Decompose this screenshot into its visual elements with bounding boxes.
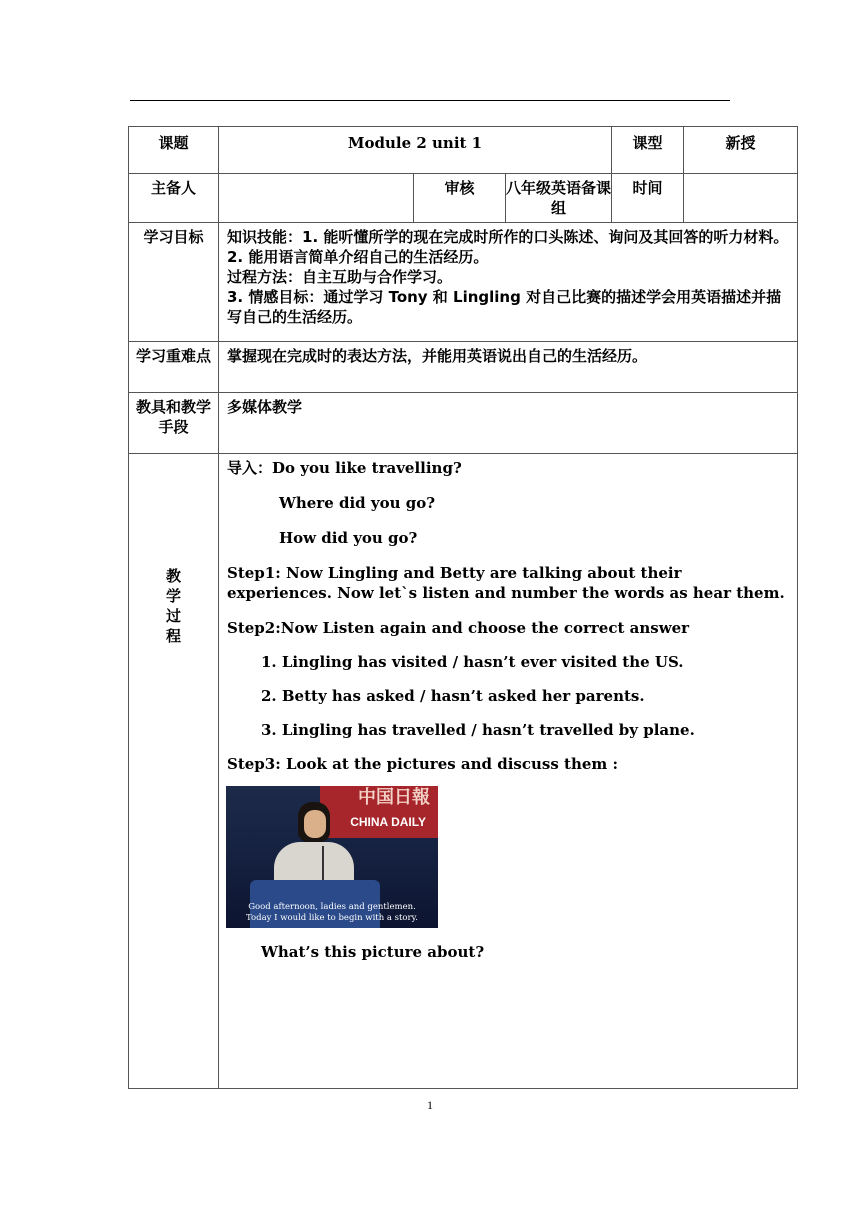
page-number: 1 bbox=[427, 1098, 433, 1112]
review-label: 审核 bbox=[414, 174, 506, 223]
speech-photo bbox=[226, 786, 438, 928]
step2-item-1: 1. Lingling has visited / hasn’t ever visited the US. bbox=[261, 653, 684, 671]
process-intro-q3: How did you go? bbox=[279, 529, 418, 547]
process-step2: Step2:Now Listen again and choose the correct answer bbox=[227, 619, 690, 637]
lesson-plan bbox=[128, 126, 797, 1089]
key-points-value: 掌握现在完成时的表达方法，并能用英语说出自己的生活经历。 bbox=[219, 342, 798, 393]
key-points-label: 学习重难点 bbox=[129, 342, 219, 393]
type-label: 课型 bbox=[612, 127, 684, 174]
process-question: What’s this picture about? bbox=[261, 943, 485, 961]
process-intro: 导入：Do you like travelling? bbox=[227, 459, 462, 477]
process-content bbox=[219, 454, 798, 1089]
time-label: 时间 bbox=[612, 174, 684, 223]
process-label-text: 教学过程 bbox=[165, 567, 181, 645]
process-step1: Step1: Now Lingling and Betty are talking about their experiences. Now let`s listen and number the words as hear them. bbox=[227, 564, 785, 602]
row-process bbox=[129, 454, 798, 1089]
header-rule bbox=[130, 100, 730, 101]
objective-process: 过程方法：自主互助与合作学习。 bbox=[227, 268, 453, 286]
photo-banner-cn: 中国日報 bbox=[358, 787, 430, 808]
preparer-label: 主备人 bbox=[129, 174, 219, 223]
photo-caption-line2: Today I would like to begin with a story. bbox=[246, 913, 418, 923]
topic-value: Module 2 unit 1 bbox=[219, 127, 612, 174]
photo-caption-line1: Good afternoon, ladies and gentlemen. bbox=[248, 902, 416, 912]
row-objectives bbox=[129, 223, 798, 342]
row-topic bbox=[129, 127, 798, 174]
photo-banner-en: CHINA DAILY bbox=[350, 815, 426, 829]
row-preparer bbox=[129, 174, 798, 223]
photo-caption bbox=[226, 902, 438, 924]
objectives-label: 学习目标 bbox=[129, 223, 219, 342]
row-key-points bbox=[129, 342, 798, 393]
objectives-content bbox=[219, 223, 798, 342]
process-label bbox=[129, 454, 219, 1089]
preparer-value bbox=[219, 174, 414, 223]
step2-item-2: 2. Betty has asked / hasn’t asked her parents. bbox=[261, 687, 645, 705]
review-value: 八年级英语备课组 bbox=[506, 174, 612, 223]
process-intro-q2: Where did you go? bbox=[279, 494, 435, 512]
process-step3: Step3: Look at the pictures and discuss them : bbox=[227, 755, 619, 773]
step2-item-3: 3. Lingling has travelled / hasn’t travelled by plane. bbox=[261, 721, 695, 739]
type-value: 新授 bbox=[684, 127, 798, 174]
time-value bbox=[684, 174, 798, 223]
objective-knowledge: 知识技能：1. 能听懂所学的现在完成时所作的口头陈述、询问及其回答的听力材料。2. 能用语言简单介绍自己的生活经历。 bbox=[227, 228, 789, 266]
tools-label: 教具和教学手段 bbox=[129, 393, 219, 454]
photo-microphone bbox=[322, 846, 324, 884]
lesson-table bbox=[128, 126, 798, 1089]
topic-label: 课题 bbox=[129, 127, 219, 174]
photo-person-face bbox=[304, 810, 326, 838]
tools-value: 多媒体教学 bbox=[219, 393, 798, 454]
row-tools bbox=[129, 393, 798, 454]
objective-emotion: 3. 情感目标：通过学习 Tony 和 Lingling 对自己比赛的描述学会用英语描述并描写自己的生活经历。 bbox=[227, 288, 782, 326]
